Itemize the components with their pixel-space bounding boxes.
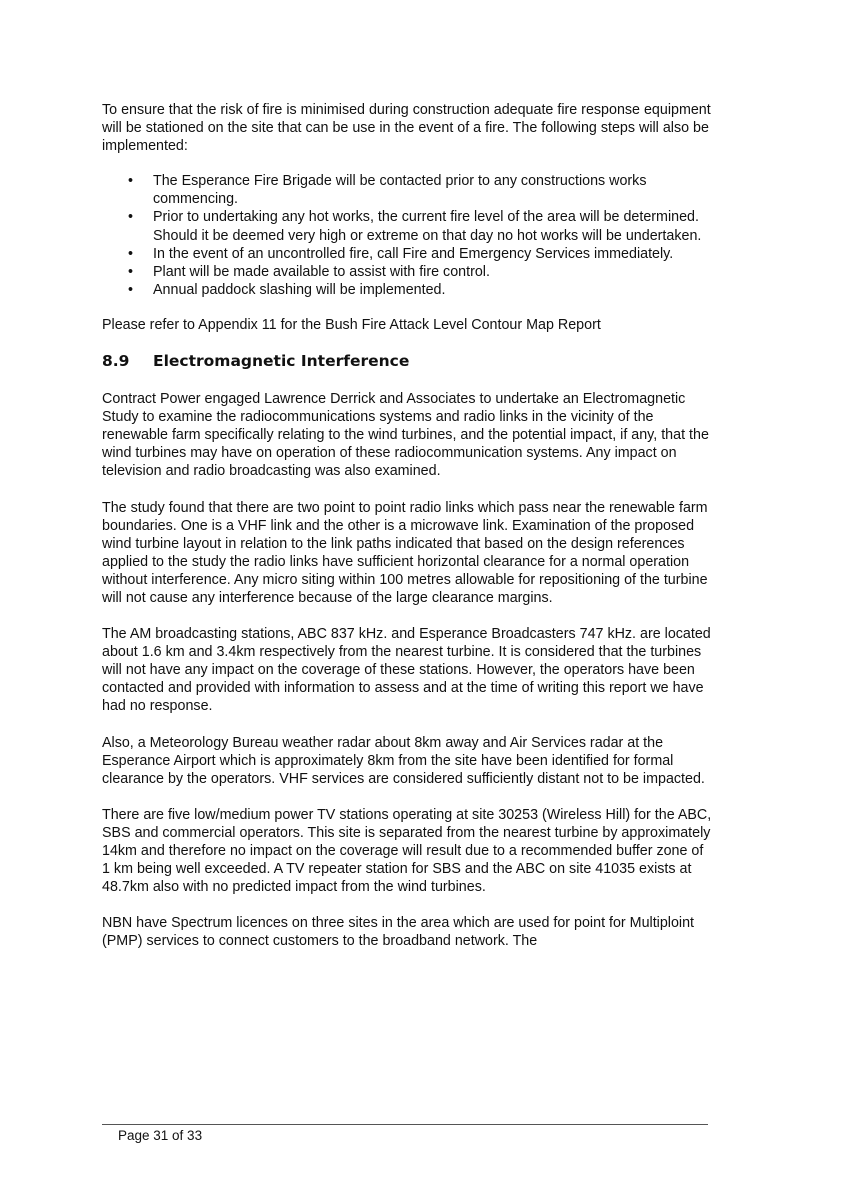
bullet-icon: •	[128, 281, 134, 298]
body-paragraph: Contract Power engaged Lawrence Derrick and Associates to undertake an Electromagnetic Study to examine the radiocommunications systems and radio links in the vicinity of the renewable farm specifically relating to the wind turbines, and the potential impact, if any, that the wind turbines may have on operation of these radiocommunication systems. Any impact on television and radio broadcasting was also examined.	[102, 391, 709, 480]
section-title: Electromagnetic Interference	[153, 352, 410, 371]
intro-paragraph: To ensure that the risk of fire is minimised during construction adequate fire response equipment will be stationed on the site that can be use in the event of a fire. The following steps will also be implemented:	[102, 102, 711, 155]
footer-divider	[102, 1124, 708, 1125]
bullet-icon: •	[128, 173, 134, 190]
list-item	[102, 245, 712, 263]
list-item-text: Annual paddock slashing will be implemented.	[153, 281, 446, 298]
page-number: Page 31 of 33	[118, 1128, 203, 1143]
appendix-reference: Please refer to Appendix 11 for the Bush Fire Attack Level Contour Map Report	[102, 316, 601, 333]
list-item	[102, 172, 712, 208]
section-number: 8.9	[102, 352, 130, 371]
list-item	[102, 263, 712, 281]
document-page	[102, 101, 712, 968]
section-heading	[102, 351, 712, 371]
list-item	[102, 281, 712, 299]
body-paragraph: NBN have Spectrum licences on three sites in the area which are used for point for Multiploint (PMP) services to connect customers to the broadband network. The	[102, 915, 695, 950]
body-paragraph: The study found that there are two point to point radio links which pass near the renewable farm boundaries. One is a VHF link and the other is a microwave link. Examination of the proposed wind turbine layout in relation to the link paths indicated that based on the design references applied to the study the radio links have sufficient horizontal clearance for a normal operation without interference. Any micro siting within 100 metres allowable for repositioning of the turbine will not cause any interference because of the large clearance margins.	[102, 499, 708, 606]
body-paragraph: Also, a Meteorology Bureau weather radar about 8km away and Air Services radar at the Esperance Airport which is approximately 8km from the site have been identified for formal clearance by the operators. VHF services are considered sufficiently distant not to be impacted.	[102, 734, 705, 787]
list-item-text: The Esperance Fire Brigade will be contacted prior to any constructions works commencing.	[153, 173, 647, 208]
list-item-text: In the event of an uncontrolled fire, call Fire and Emergency Services immediately.	[153, 245, 674, 262]
bullet-icon: •	[128, 245, 134, 262]
bullet-icon: •	[128, 209, 134, 226]
fire-steps-list	[102, 172, 712, 299]
body-paragraph: The AM broadcasting stations, ABC 837 kHz. and Esperance Broadcasters 747 kHz. are located about 1.6 km and 3.4km respectively from the nearest turbine. It is considered that the turbines will not have any impact on the coverage of these stations. However, the operators have been contacted and provided with information to assess and at the time of writing this report we have had no response.	[102, 626, 711, 715]
list-item	[102, 208, 712, 244]
list-item-text: Prior to undertaking any hot works, the current fire level of the area will be determined. Should it be deemed very high or extreme on that day no hot works will be undertaken.	[153, 209, 702, 244]
bullet-icon: •	[128, 263, 134, 280]
list-item-text: Plant will be made available to assist with fire control.	[153, 263, 490, 280]
body-paragraph: There are five low/medium power TV stations operating at site 30253 (Wireless Hill) for the ABC, SBS and commercial operators. This site is separated from the nearest turbine by approximately 14km and therefore no impact on the coverage will result due to a recommended buffer zone of 1 km being well exceeded. A TV repeater station for SBS and the ABC on site 41035 exists at 48.7km also with no predicted impact from the wind turbines.	[102, 806, 712, 896]
